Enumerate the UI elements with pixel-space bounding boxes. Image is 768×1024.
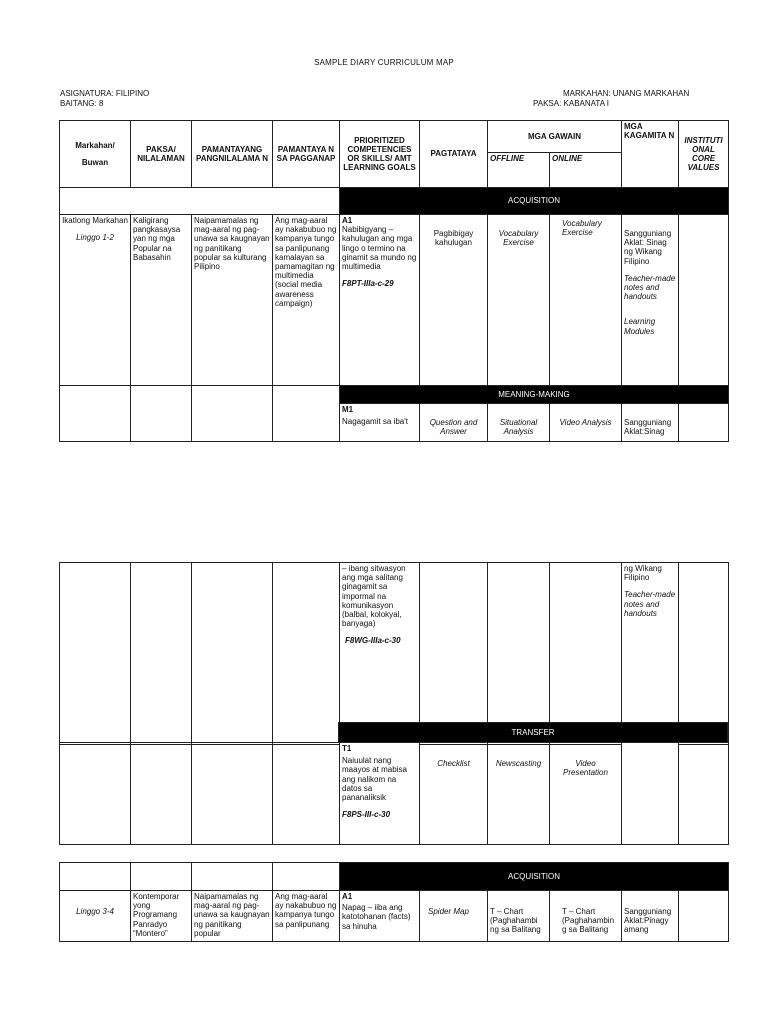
markahan-cell: Ikatlong Markahan Linggo 1-2 <box>60 215 131 386</box>
core-values-cell <box>679 891 729 942</box>
blank-cell <box>131 863 192 891</box>
blank-cell <box>131 563 192 745</box>
curriculum-map-table-3 <box>59 862 729 942</box>
asignatura-label: ASIGNATURA: FILIPINO <box>60 89 150 98</box>
blank-cell <box>273 563 340 745</box>
offline-cell: T – Chart (Paghahambi ng sa Balitang <box>488 891 550 942</box>
curriculum-map-table-2 <box>59 562 729 745</box>
kagamitan-cell: Sangguniang Aklat:Sinag <box>622 404 679 442</box>
online-cell: T – Chart (Paghahambin g sa Balitang <box>550 891 622 942</box>
header-kagamitan: MGA KAGAMITA N <box>622 121 679 188</box>
transfer-bar-table <box>338 722 728 743</box>
online-cell: Video Presentation <box>550 743 622 845</box>
competency-cell: A1 Nabibigyang – kahulugan ang mga lingo o termino na ginamit sa mundo ng multimedia F8PT-IIIa-c-29 <box>340 215 420 386</box>
core-values-cell <box>679 215 729 386</box>
blank-cell <box>273 386 340 442</box>
pagtataya-cell: Checklist <box>420 743 488 845</box>
blank-cell <box>60 563 131 745</box>
pagtataya-cell: Pagbibigay kahulugan <box>420 215 488 386</box>
blank-cell <box>60 743 131 845</box>
header-mga-gawain: MGA GAWAIN <box>488 121 622 153</box>
competency-cell: A1 Napag – iiba ang katotohanan (facts) sa hinuha <box>340 891 420 942</box>
header-pagtataya: PAGTATAYA <box>420 121 488 188</box>
blank-cell <box>60 188 340 215</box>
online-cell: Vocabulary Exercise <box>550 215 622 386</box>
header-online: ONLINE <box>550 153 622 188</box>
kagamitan-cell <box>622 743 679 845</box>
header-pangnilalaman: PAMANTAYANG PANGNILALAMA N <box>192 121 273 188</box>
blank-cell <box>60 386 131 442</box>
blank-cell <box>192 743 273 845</box>
pagganap-cell: Ang mag-aaral ay nakabubuo ng kampanya tungo sa panlipunang kamalayan sa pamamagitan ng multimedia (social media awareness campaign) <box>273 215 340 386</box>
competency-cell: – ibang sitwasyon ang mga salitang ginagamit sa impormal na komunikasyon (balbal, kolokyal, banyaga) F8WG-IIIa-c-30 <box>340 563 420 723</box>
competency-cell: M1 Nagagamit sa iba't <box>340 404 420 442</box>
blank-cell <box>273 743 340 845</box>
blank-cell <box>488 563 550 745</box>
competency-cell: T1 Naiuulat nang maayos at mabisa ang nalikom na datos sa pananaliksik F8PS-III-c-30 <box>340 743 420 845</box>
kagamitan-cell: ng Wikang Filipino Teacher-made notes and handouts <box>622 563 679 723</box>
blank-cell <box>131 743 192 845</box>
baitang-label: BAITANG: 8 <box>60 99 104 108</box>
blank-cell <box>131 386 192 442</box>
header-core-values: INSTITUTI ONAL CORE VALUES <box>679 121 729 188</box>
markahan-label: MARKAHAN: UNANG MARKAHAN <box>563 89 690 98</box>
document-title: SAMPLE DIARY CURRICULUM MAP <box>314 58 454 67</box>
core-values-cell <box>679 743 729 845</box>
kagamitan-cell: Sangguniang Aklat: Sinag ng Wikang Filipino Teacher-made notes and handouts Learning Modules <box>622 215 679 386</box>
blank-cell <box>192 863 273 891</box>
pagtataya-cell: Spider Map <box>420 891 488 942</box>
header-markahan: Markahan/ Buwan <box>60 121 131 188</box>
header-competencies: PRIORITIZED COMPETENCIES OR SKILLS/ AMT LEARNING GOALS <box>340 121 420 188</box>
offline-cell: Newscasting <box>488 743 550 845</box>
offline-cell: Vocabulary Exercise <box>488 215 550 386</box>
acquisition-bar: ACQUISITION <box>340 188 729 215</box>
curriculum-map-table-2b <box>59 742 729 845</box>
blank-cell <box>192 563 273 745</box>
header-offline: OFFLINE <box>488 153 550 188</box>
paksa-cell: Kaligirang pangkasaysa yan ng mga Popular na Babasahin <box>131 215 192 386</box>
blank-cell <box>273 863 340 891</box>
core-values-cell <box>679 404 729 442</box>
blank-cell <box>192 386 273 442</box>
linggo-cell: Linggo 3-4 <box>60 891 131 942</box>
pagganap-cell: Ang mag-aaral ay nakabubuo ng kampanya tungo sa panlipunang <box>273 891 340 942</box>
meaning-making-bar: MEANING-MAKING <box>340 386 729 404</box>
header-paksa: PAKSA/ NILALAMAN <box>131 121 192 188</box>
blank-cell <box>679 563 729 745</box>
online-cell: Video Analysis <box>550 404 622 442</box>
pangnilalaman-cell: Naipamamalas ng mag-aaral ng pag-unawa sa kaugnayan ng panitikang popular <box>192 891 273 942</box>
paksa-cell: Kontemporar yong Programang Panradyo “Montero” <box>131 891 192 942</box>
paksa-label: PAKSA: KABANATA I <box>533 99 610 108</box>
header-pagganap: PAMANTAYA N SA PAGGANAP <box>273 121 340 188</box>
pangnilalaman-cell: Naipamamalas ng mag-aaral ng pag-unawa sa kaugnayan ng panitikang popular sa kulturang Pilipino <box>192 215 273 386</box>
acquisition-bar: ACQUISITION <box>340 863 729 891</box>
blank-cell <box>550 563 622 745</box>
transfer-bar: TRANSFER <box>339 723 728 743</box>
kagamitan-cell: Sangguniang Aklat:Pinagy amang <box>622 891 679 942</box>
blank-cell <box>60 863 131 891</box>
pagtataya-cell: Question and Answer <box>420 404 488 442</box>
offline-cell: Situational Analysis <box>488 404 550 442</box>
curriculum-map-table-1 <box>59 120 729 442</box>
blank-cell <box>420 563 488 745</box>
